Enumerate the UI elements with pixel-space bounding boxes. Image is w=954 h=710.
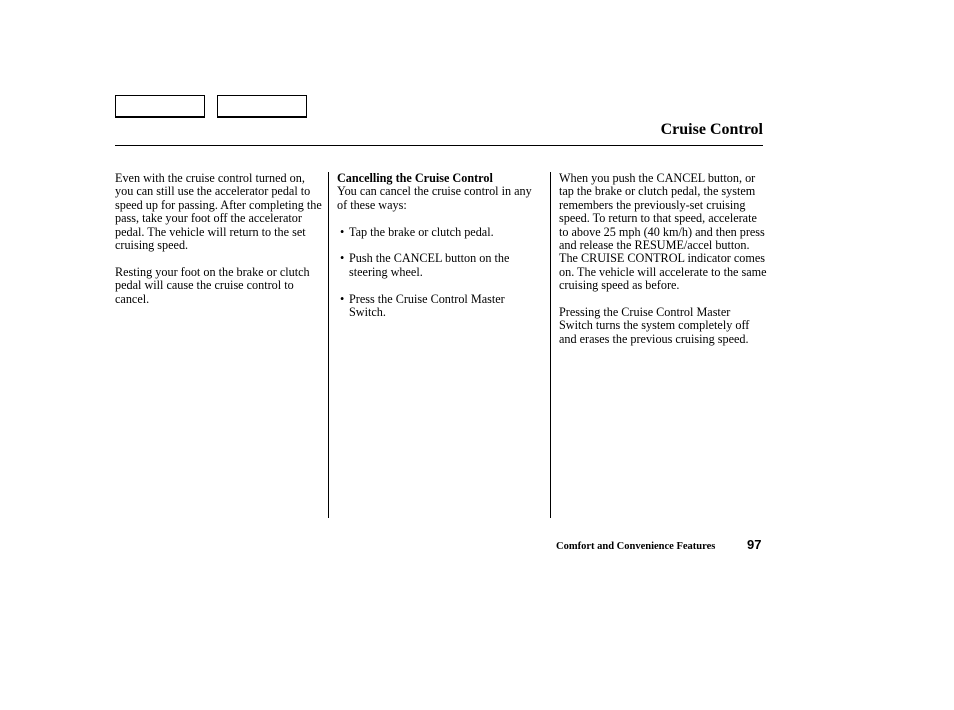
section-heading-cancelling: Cancelling the Cruise Control: [337, 171, 493, 185]
bullet-icon: •: [340, 251, 345, 266]
footer-section-label: Comfort and Convenience Features: [556, 541, 716, 552]
list-item-text: Tap the brake or clutch pedal.: [349, 224, 494, 239]
bullet-icon: •: [340, 291, 345, 306]
text-column-1: [115, 172, 323, 319]
bullet-icon: •: [340, 224, 345, 239]
paragraph-brake-cancels: Resting your foot on the brake or clutch pedal will cause the cruise control to cancel.: [115, 264, 310, 306]
paragraph-accelerate-while-cruising: Even with the cruise control turned on, you can still use the accelerator pedal to speed up for passing. After completing the pass, take your foot off the accelerator pedal. The vehicle will return to the set cruising speed.: [115, 171, 322, 253]
list-item-text: Press the Cruise Control Master Switch.: [349, 291, 505, 320]
text-column-2: [337, 172, 542, 333]
list-item: [337, 293, 542, 320]
paragraph-master-switch-off: Pressing the Cruise Control Master Switch turns the system completely off and erases the previous cruising speed.: [559, 305, 750, 346]
nav-button-main-menu[interactable]: [115, 95, 205, 118]
text-column-3: [559, 172, 767, 360]
header-divider: [115, 145, 763, 146]
page-number: 97: [747, 537, 762, 552]
paragraph-cancel-intro: You can cancel the cruise control in any of these ways:: [337, 184, 532, 212]
column-divider-1: [328, 172, 329, 518]
paragraph-resume-speed: When you push the CANCEL button, or tap the brake or clutch pedal, the system remembers the previously-set cruising speed. To return to that speed, accelerate to above 25 mph (40 km/h) and then press and release the RESUME/accel button. The CRUISE CONTROL indicator comes on. The vehicle will accelerate to the same cruising speed as before.: [559, 171, 767, 293]
column-divider-2: [550, 172, 551, 518]
page-title: Cruise Control: [660, 121, 763, 138]
list-item: [337, 252, 542, 279]
nav-button-table-of-contents[interactable]: [217, 95, 307, 118]
list-item-text: Push the CANCEL button on the steering wheel.: [349, 251, 510, 279]
list-item: [337, 226, 542, 239]
